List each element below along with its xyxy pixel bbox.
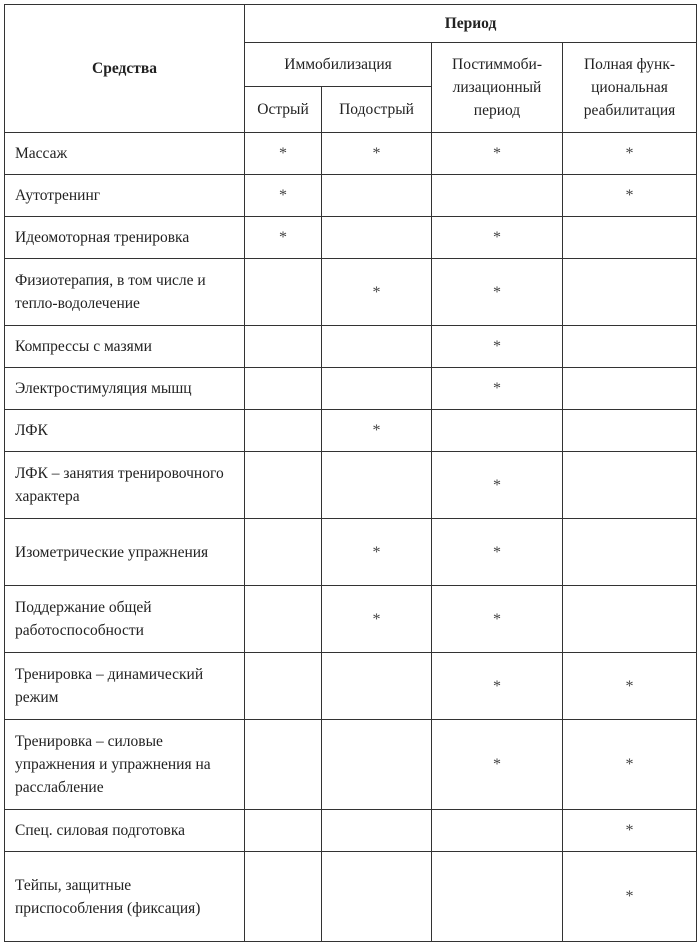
mark-cell: * [322,410,432,452]
table-body [5,133,697,942]
mark-cell [322,217,432,259]
mark-cell: * [563,653,697,720]
mark-cell [322,852,432,942]
header-means: Средства [5,5,245,133]
mark-cell [432,410,563,452]
mark-cell [563,217,697,259]
table-row [5,519,697,586]
mark-cell: * [432,519,563,586]
mark-cell: * [432,586,563,653]
mark-cell [245,852,322,942]
mark-cell: * [432,452,563,519]
rehabilitation-means-table [4,4,697,942]
mark-cell: * [322,259,432,326]
mark-cell [245,410,322,452]
header-immobilization: Иммобилизация [245,43,432,87]
mark-cell [563,259,697,326]
mark-cell [322,368,432,410]
means-name: Электростимуляция мышц [5,368,245,410]
mark-cell [563,368,697,410]
table-row [5,175,697,217]
header-subacute: Подострый [322,87,432,133]
mark-cell [245,519,322,586]
table-row [5,810,697,852]
mark-cell [432,810,563,852]
mark-cell: * [245,175,322,217]
mark-cell [322,810,432,852]
means-name: Массаж [5,133,245,175]
header-period: Период [245,5,697,43]
mark-cell: * [432,653,563,720]
mark-cell: * [563,133,697,175]
mark-cell [563,452,697,519]
mark-cell: * [245,217,322,259]
table-row [5,217,697,259]
mark-cell [563,519,697,586]
table-row [5,852,697,942]
table-row [5,586,697,653]
mark-cell: * [432,368,563,410]
mark-cell: * [245,133,322,175]
means-name: Компрессы с мазями [5,326,245,368]
means-name: Физиотерапия, в том числе и тепло-водолечение [5,259,245,326]
header-full-rehab: Полная функ-циональная реабилитация [563,43,697,133]
mark-cell: * [322,519,432,586]
mark-cell [322,175,432,217]
table-row [5,259,697,326]
table-row [5,720,697,810]
mark-cell [245,720,322,810]
mark-cell [563,410,697,452]
mark-cell: * [322,133,432,175]
mark-cell: * [432,326,563,368]
mark-cell [245,586,322,653]
mark-cell [432,175,563,217]
mark-cell: * [432,720,563,810]
means-name: Изометрические упражнения [5,519,245,586]
mark-cell [245,326,322,368]
table-row [5,410,697,452]
mark-cell [245,452,322,519]
mark-cell [245,368,322,410]
means-name: Поддержание общей работоспособности [5,586,245,653]
means-name: Аутотренинг [5,175,245,217]
means-name: ЛФК – занятия тренировочного характера [5,452,245,519]
means-name: Тейпы, защитные приспособления (фиксация) [5,852,245,942]
header-acute: Острый [245,87,322,133]
mark-cell [322,326,432,368]
mark-cell [245,810,322,852]
mark-cell [322,653,432,720]
table-row [5,133,697,175]
means-name: Спец. силовая подготовка [5,810,245,852]
mark-cell [322,452,432,519]
mark-cell [432,852,563,942]
means-name: Тренировка – динамический режим [5,653,245,720]
mark-cell: * [322,586,432,653]
table-row [5,653,697,720]
means-name: Тренировка – силовые упражнения и упражнения на расслабление [5,720,245,810]
mark-cell: * [563,175,697,217]
mark-cell: * [563,720,697,810]
table-row [5,452,697,519]
mark-cell [563,586,697,653]
mark-cell [563,326,697,368]
means-name: ЛФК [5,410,245,452]
mark-cell [322,720,432,810]
mark-cell: * [563,810,697,852]
mark-cell: * [563,852,697,942]
mark-cell [245,653,322,720]
mark-cell: * [432,133,563,175]
mark-cell: * [432,259,563,326]
means-name: Идеомоторная тренировка [5,217,245,259]
mark-cell [245,259,322,326]
mark-cell: * [432,217,563,259]
header-post-immobilization: Постиммоби-лизационный период [432,43,563,133]
table-row [5,326,697,368]
table-row [5,368,697,410]
